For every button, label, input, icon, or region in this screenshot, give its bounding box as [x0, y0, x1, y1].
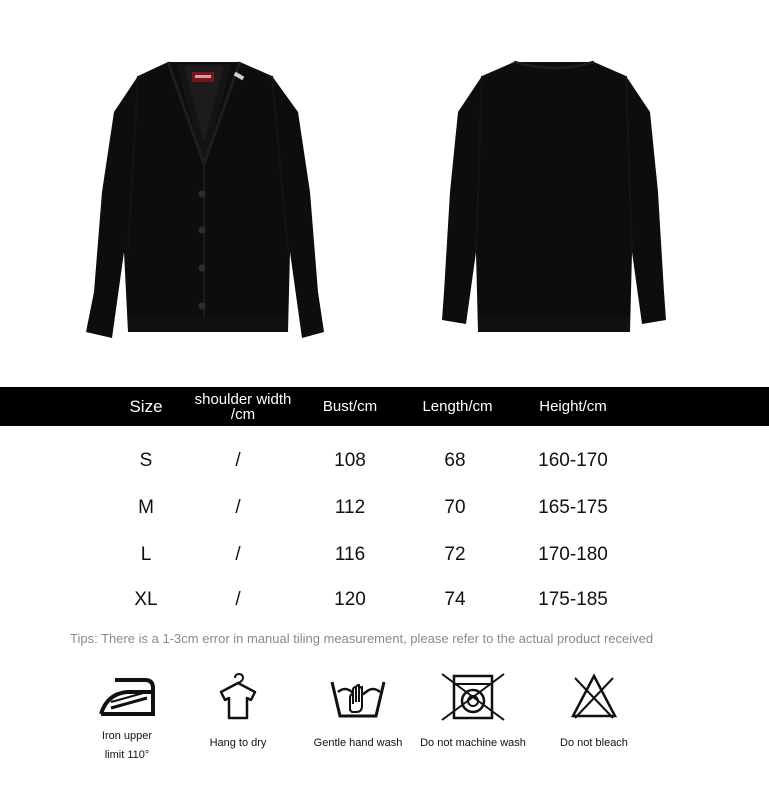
cell-length: 74 — [444, 589, 466, 610]
cell-size: S — [139, 450, 153, 471]
table-row — [0, 540, 769, 570]
measurement-tips: Tips: There is a 1-3cm error in manual tiling measurement, please refer to the actual product received — [70, 631, 654, 646]
cell-shoulder: / — [235, 544, 241, 565]
cell-bust: 120 — [334, 589, 366, 610]
table-row — [0, 585, 769, 615]
cardigan-front-image — [76, 52, 332, 352]
cardigan-back-image — [436, 52, 672, 342]
cell-height: 160-170 — [538, 450, 608, 471]
cell-bust: 108 — [334, 450, 366, 471]
cell-bust: 112 — [334, 497, 366, 518]
cell-size: M — [138, 497, 154, 518]
no-machine-wash-label: Do not machine wash — [420, 737, 526, 749]
no-machine-wash-icon — [440, 672, 506, 722]
hand-wash-icon — [328, 672, 388, 722]
header-length: Length/cm — [422, 398, 493, 415]
care-iron — [67, 672, 187, 765]
hand-wash-label: Gentle hand wash — [313, 737, 403, 749]
no-bleach-icon — [569, 672, 619, 722]
iron-label-line1: Iron upper — [101, 730, 153, 742]
product-photos — [0, 0, 769, 380]
cell-size: L — [140, 544, 152, 565]
cell-length: 68 — [444, 450, 466, 471]
care-no-bleach — [534, 672, 654, 753]
table-row — [0, 446, 769, 476]
cell-bust: 116 — [334, 544, 366, 565]
cell-size: XL — [134, 589, 158, 610]
header-shoulder-line2: /cm — [230, 405, 256, 423]
iron-icon — [97, 672, 157, 720]
hanger-shirt-icon — [213, 672, 263, 722]
care-hang-dry — [178, 672, 298, 753]
header-size: Size — [129, 397, 163, 416]
cell-height: 170-180 — [538, 544, 608, 565]
header-shoulder-line1: shoulder width — [194, 390, 292, 408]
cell-height: 165-175 — [538, 497, 608, 518]
size-table-header — [0, 387, 769, 426]
care-no-machine-wash — [413, 672, 533, 753]
hang-dry-label: Hang to dry — [209, 737, 267, 749]
cell-shoulder: / — [235, 497, 241, 518]
header-height: Height/cm — [539, 398, 607, 415]
cell-shoulder: / — [235, 450, 241, 471]
no-bleach-label: Do not bleach — [560, 737, 628, 749]
cell-length: 72 — [444, 544, 466, 565]
table-row — [0, 493, 769, 523]
cell-shoulder: / — [235, 589, 241, 610]
care-hand-wash — [298, 672, 418, 753]
header-bust: Bust/cm — [322, 398, 378, 415]
header-shoulder-width — [178, 387, 308, 426]
cell-length: 70 — [444, 497, 466, 518]
cell-height: 175-185 — [538, 589, 608, 610]
iron-label-line2: limit 110° — [104, 749, 150, 761]
